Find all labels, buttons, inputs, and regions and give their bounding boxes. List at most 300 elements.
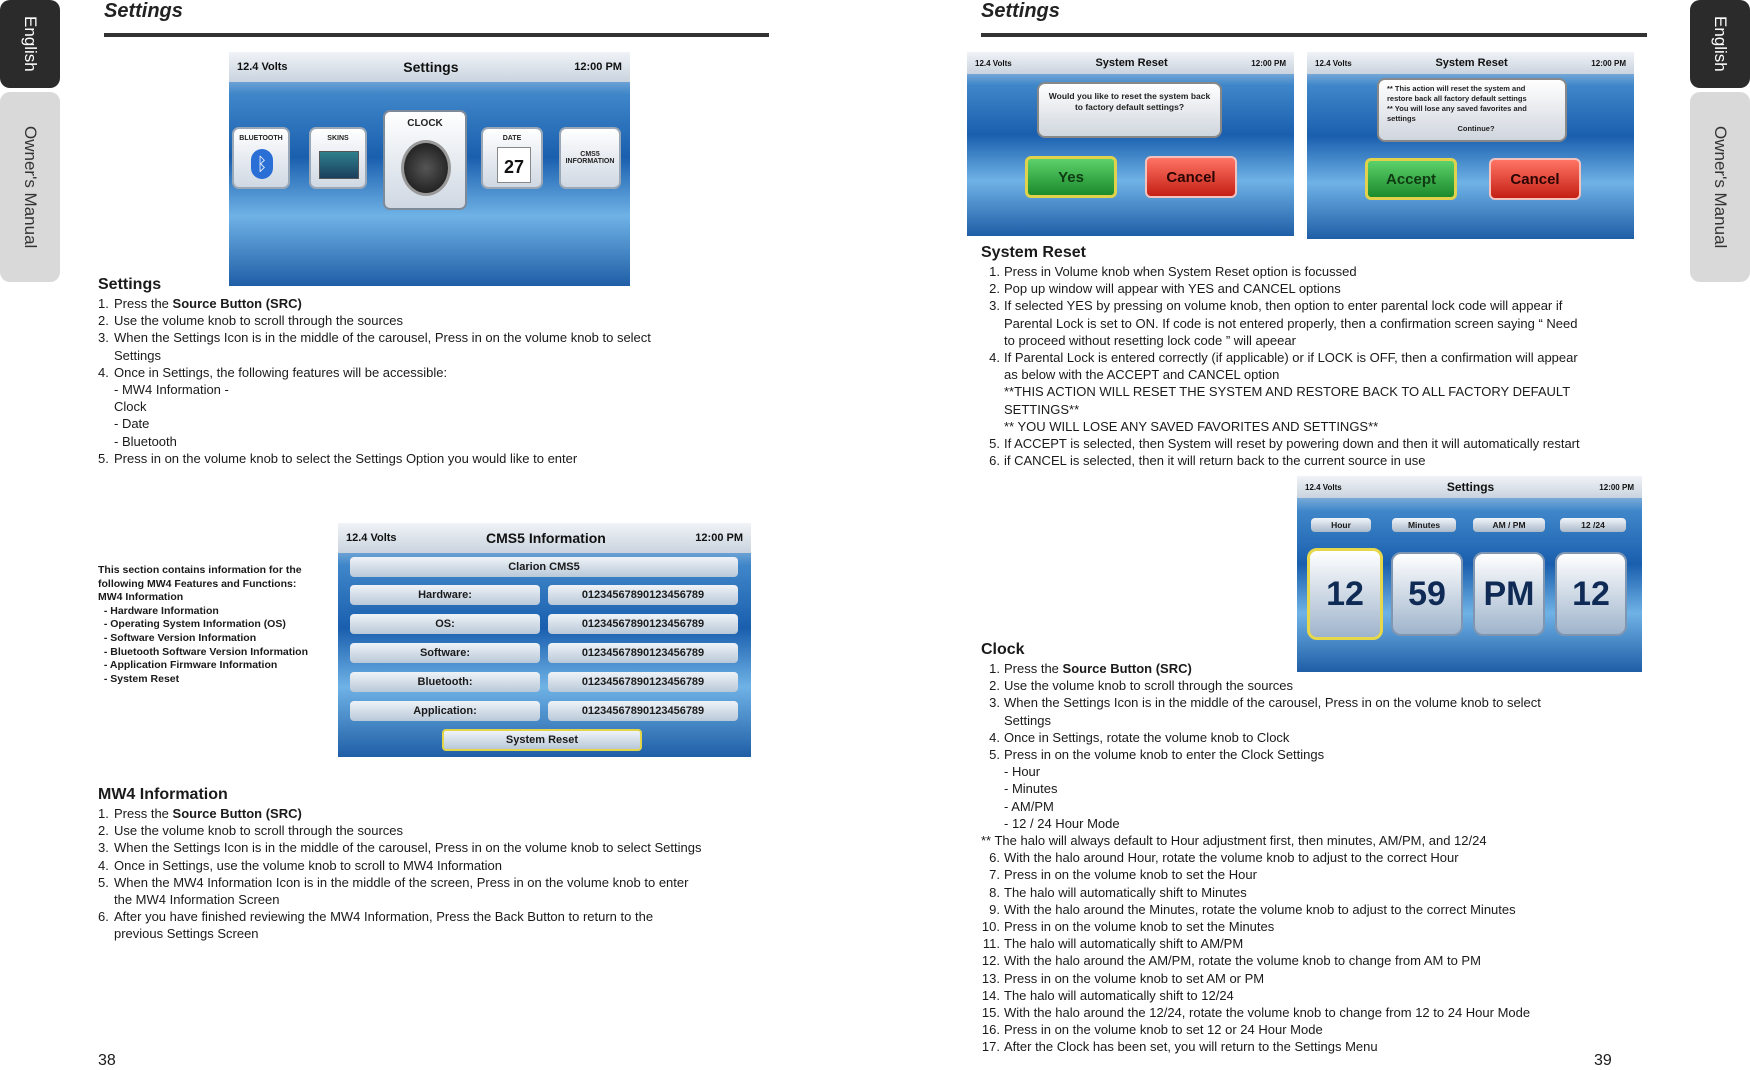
os-label: OS: [350,614,540,634]
step-number: 1. [989,264,1000,279]
application-label: Application: [350,701,540,721]
title-rule-right [981,33,1647,37]
step-text-part: Pop up window will appear with YES and CANCEL options [1004,281,1341,297]
step-text [1004,677,1293,694]
step-text-bold: Source Button (SRC) [172,296,302,311]
settings-steps [98,295,738,467]
step-text [114,822,403,839]
cms5-information-tile[interactable] [559,127,621,189]
system-reset-confirm-screen [967,52,1294,236]
list-item [98,381,738,398]
note-line: MW4 Information [98,591,184,604]
list-item [981,1038,1661,1055]
step-text [114,329,651,346]
step-text-part: Clock [114,399,147,415]
step-text [114,908,653,925]
system-reset-accept-screen [1307,52,1634,239]
tile-label: CLOCK [407,118,443,129]
system-reset-steps [981,263,1641,469]
step-text [1004,712,1051,729]
step-text-part: - Minutes [1004,781,1058,797]
step-text-part: Press in on the volume knob to set the Hour [1004,867,1257,883]
step-text [1004,349,1578,366]
list-item [98,295,738,312]
step-number: 6. [989,453,1000,469]
step-number: 4. [989,729,1000,745]
step-text [1004,452,1425,469]
step-number [981,401,1004,418]
step-text [114,347,161,364]
screen-title: CMS5 Information [486,530,606,546]
step-number: 17. [981,1039,1000,1055]
list-item [981,798,1661,815]
list-item [98,433,738,450]
cms5-information-screen [338,523,751,757]
tab-english-right: English [1690,0,1750,88]
os-value: 01234567890123456789 [548,614,738,634]
list-item [981,712,1661,729]
list-item [981,746,1661,763]
step-text [1004,263,1357,280]
step-text [1004,1038,1378,1055]
list-item [981,435,1641,452]
step-text-part: With the halo around the Minutes, rotate the volume knob to adjust to the correct Minutes [1004,901,1516,917]
step-text-part: **THIS ACTION WILL RESET THE SYSTEM AND RESTORE BACK TO ALL FACTORY DEFAULT [1004,384,1571,400]
step-text-part: Press in on the volume knob to enter the Clock Settings [1004,747,1325,763]
step-text-part: to proceed without resetting lock code ” will apeear [1004,332,1296,348]
step-text [1004,729,1289,746]
time-readout: 12:00 PM [1251,58,1286,68]
step-text [1004,435,1580,452]
list-item [98,891,768,908]
ampm-tab[interactable]: AM / PM [1473,518,1545,532]
step-text [1004,280,1341,297]
list-item [981,763,1661,780]
title-rule-left [104,33,769,37]
step-number [981,763,1004,780]
step-text [1004,970,1264,987]
calendar-icon [497,147,531,183]
step-number [981,712,1004,729]
note-line: - System Reset [98,672,180,685]
mw4-features-note [98,564,326,686]
tile-label: DATE [502,135,522,142]
step-number [98,891,114,908]
list-item [98,822,768,839]
step-text-part: Parental Lock is set to ON. If code is not entered properly, then a confirmation screen saying “ Need [1004,315,1578,331]
step-number: 2. [98,313,109,329]
step-text [1004,884,1247,901]
step-number: 5. [98,874,109,890]
step-text [1004,383,1570,400]
step-text-part: The halo will automatically shift to Minutes [1004,884,1247,900]
step-text-part: ** YOU WILL LOSE ANY SAVED FAVORITES AND SETTINGS** [1004,418,1379,434]
skins-tile[interactable] [309,127,367,189]
clock-steps [981,660,1661,1056]
step-text [1004,798,1054,815]
step-number: 10. [981,919,1000,935]
step-number: 1. [98,296,109,311]
mw4-steps [98,805,768,943]
step-text [1004,849,1459,866]
note-line: - Operating System Information (OS) [98,618,286,631]
list-item [98,364,738,381]
step-text [1004,952,1481,969]
settings-carousel-screen [229,52,630,286]
volts-readout: 12.4 Volts [1315,58,1352,68]
step-text [1004,660,1192,677]
step-text-part: Once in Settings, the following features will be accessible: [114,364,448,380]
step-number: 5. [989,436,1000,452]
step-number [98,381,114,398]
bluetooth-tile[interactable] [232,127,290,189]
screen-title: Settings [403,59,459,75]
list-item [981,849,1661,866]
yes-button[interactable]: Yes [1025,156,1117,198]
step-text-part: If selected YES by pressing on volume knob, then option to enter parental lock code will appear if [1004,298,1563,314]
step-number: 15. [981,1005,1000,1021]
list-item [98,925,768,942]
step-text-part: With the halo around the 12/24, rotate the volume knob to change from 12 to 24 Hour Mode [1004,1005,1531,1021]
step-text-part: Press in on the volume knob to set the Minutes [1004,919,1275,935]
step-text [114,857,502,874]
list-item [98,839,768,856]
step-text [1004,1021,1323,1038]
accept-button[interactable]: Accept [1365,158,1457,200]
list-item [981,952,1661,969]
step-text-part: When the MW4 Information Icon is in the middle of the screen, Press in on the volume knob to enter [114,874,689,890]
list-item [98,398,738,415]
step-text-part: - MW4 Information - [114,382,229,398]
dialog-line: Would you like to reset the system back [1048,91,1211,101]
date-day: 27 [503,157,525,177]
ampm-value[interactable]: PM [1473,552,1545,636]
step-number: 8. [989,884,1000,900]
list-item [981,1004,1661,1021]
system-reset-heading: System Reset [981,244,1086,261]
bluetooth-icon: ᛒ [251,149,273,179]
list-item [98,347,738,364]
list-item [98,874,768,891]
bluetooth-label: Bluetooth: [350,672,540,692]
step-text [1004,694,1541,711]
step-text-part: Settings [114,347,161,363]
step-number [98,347,114,364]
step-text-part: After the Clock has been set, you will return to the Settings Menu [1004,1039,1378,1055]
step-number [98,925,114,942]
list-item [981,263,1641,280]
note-line: - Bluetooth Software Version Information [98,645,309,658]
list-item [981,366,1641,383]
step-number: 5. [989,747,1000,763]
step-text-part: When the Settings Icon is in the middle of the carousel, Press in on the volume knob to select [114,330,651,346]
step-text-part: if CANCEL is selected, then it will return back to the current source in use [1004,453,1426,469]
step-text [1004,780,1057,797]
step-number [98,433,114,450]
list-item [98,329,738,346]
step-text [1004,315,1578,332]
list-item [981,1021,1661,1038]
minutes-value[interactable]: 59 [1391,552,1463,636]
step-text [114,312,403,329]
step-number: 1. [98,806,109,821]
note-line: - Application Firmware Information [98,659,278,672]
list-item [981,884,1661,901]
list-item [981,332,1641,349]
step-text [1004,901,1516,918]
step-text-part: With the halo around the AM/PM, rotate the volume knob to change from AM to PM [1004,953,1481,969]
list-item [98,805,768,822]
step-text [1004,763,1040,780]
dialog-line: Continue? [1457,124,1495,133]
software-label: Software: [350,643,540,663]
list-item [981,418,1641,435]
settings-heading: Settings [98,276,162,293]
clock-settings-screen [1297,476,1642,672]
step-number: 2. [989,678,1000,694]
step-text-part: If Parental Lock is entered correctly (if applicable) or if LOCK is OFF, then a confirmation will appear [1004,350,1578,366]
step-text-part: - Date [114,416,150,432]
step-text-part: - Hour [1004,764,1041,780]
step-number [981,383,1004,400]
step-number: 2. [989,281,1000,297]
step-text [1004,366,1279,383]
step-number: 13. [981,970,1000,986]
step-number [981,815,1004,832]
volts-readout: 12.4 Volts [346,532,397,544]
step-text-part: Once in Settings, use the volume knob to scroll to MW4 Information [114,857,503,873]
list-item [98,857,768,874]
step-number: 12. [981,953,1000,969]
step-text-bold: Source Button (SRC) [1062,661,1192,676]
step-number: 4. [989,350,1000,366]
screen-header [229,52,630,82]
step-number: 3. [989,695,1000,711]
step-number: 11. [982,936,1000,952]
list-item [981,815,1661,832]
hour-mode-tab[interactable]: 12 /24 [1560,518,1626,532]
list-item [981,660,1661,677]
mw4-heading: MW4 Information [98,786,228,803]
screen-header [1307,52,1634,74]
cancel-button[interactable]: Cancel [1145,156,1237,198]
step-number: 3. [989,298,1000,314]
step-text-part: Use the volume knob to scroll through the sources [114,313,404,329]
step-text [1004,418,1378,435]
step-text [114,805,302,822]
step-text-part: If ACCEPT is selected, then System will reset by powering down and then it will automatically restart [1004,436,1580,452]
step-text [1004,935,1243,952]
step-text [114,398,147,415]
step-text-part: Press in on the volume knob to select the Settings Option you would like to enter [114,450,578,466]
screen-header [1297,476,1642,498]
step-text-part: Press the [114,806,173,821]
step-text-part: When the Settings Icon is in the middle of the carousel, Press in on the volume knob to select Settings [114,840,702,856]
dialog-line: ** You will lose any saved favorites and [1387,104,1527,113]
step-text [1004,918,1274,935]
tab-owners-manual-left: Owner's Manual [0,92,60,282]
step-number [981,332,1004,349]
list-item [981,315,1641,332]
step-number: 14. [981,987,1000,1003]
step-text [114,381,229,398]
step-text [114,364,447,381]
tile-label: SKINS [327,135,349,142]
dialog-line: to factory default settings? [1074,102,1185,112]
step-number [981,366,1004,383]
step-text [1004,332,1296,349]
list-item [981,694,1661,711]
step-text [1004,815,1120,832]
cms5-header-row: Clarion CMS5 [350,557,738,577]
page-number-right: 39 [1594,1052,1612,1069]
step-number: 16. [981,1022,1000,1038]
step-number: 4. [98,857,109,873]
list-item [981,901,1661,918]
page-title-left: Settings [104,0,183,22]
step-number: 7. [989,867,1000,883]
clock-heading: Clock [981,641,1025,658]
step-text [114,433,177,450]
list-item [98,908,768,925]
list-item [981,297,1641,314]
step-text-part: Settings [1004,712,1051,728]
minutes-tab[interactable]: Minutes [1392,518,1456,532]
step-text-part: With the halo around Hour, rotate the volume knob to adjust to the correct Hour [1004,850,1459,866]
list-item [981,677,1661,694]
step-number: 9. [989,901,1000,917]
time-readout: 12:00 PM [574,61,622,73]
step-text [1004,866,1257,883]
time-readout: 12:00 PM [1591,58,1626,68]
tile-label: CMS5 INFORMATION [565,151,615,165]
step-text [114,839,702,856]
step-text [1004,401,1079,418]
skins-icon [319,151,359,179]
step-text-part: Press the [114,296,173,311]
step-text [114,415,149,432]
list-item [981,987,1661,1004]
step-text-part: as below with the ACCEPT and CANCEL option [1004,367,1280,383]
hour-mode-value[interactable]: 12 [1555,552,1627,636]
clock-icon [401,140,451,196]
hour-value[interactable]: 12 [1307,548,1383,640]
dialog-line: settings [1387,114,1416,123]
clock-tile[interactable] [383,110,467,210]
list-item [981,866,1661,883]
step-number [981,798,1004,815]
step-text [114,925,259,942]
step-number [981,418,1004,435]
application-value: 01234567890123456789 [548,701,738,721]
step-text-part: Once in Settings, rotate the volume knob to Clock [1004,729,1290,745]
screen-title: Settings [1446,480,1495,494]
list-item [981,401,1641,418]
step-text-part: Use the volume knob to scroll through the sources [1004,678,1294,694]
step-text [1004,746,1324,763]
reset-warning-dialog [1377,78,1567,142]
step-text-part: After you have finished reviewing the MW4 Information, Press the Back Button to return to the [114,909,654,925]
cancel-button[interactable]: Cancel [1489,158,1581,200]
step-text [114,891,279,908]
list-item [98,450,738,467]
date-tile[interactable] [481,127,543,189]
halo-note: ** The halo will always default to Hour adjustment first, then minutes, AM/PM, and 12/24 [981,833,1487,849]
note-line: - Software Version Information [98,631,257,644]
system-reset-button[interactable]: System Reset [442,729,642,751]
list-item [981,452,1641,469]
step-number: 3. [98,840,109,856]
dialog-line: ** This action will reset the system and [1387,84,1526,93]
reset-question-dialog [1037,82,1222,138]
step-text-part: The halo will automatically shift to AM/PM [1004,936,1244,952]
step-text-part: Press the [1004,661,1063,676]
step-number: 3. [98,330,109,346]
step-text [114,450,577,467]
tab-english-left: English [0,0,60,88]
hardware-label: Hardware: [350,585,540,605]
list-item [981,780,1661,797]
step-text-part: - Bluetooth [114,433,177,449]
step-number: 4. [98,364,109,380]
step-number: 6. [989,850,1000,866]
step-number [981,315,1004,332]
software-value: 01234567890123456789 [548,643,738,663]
screen-header [967,52,1294,74]
step-text-part: - AM/PM [1004,798,1054,814]
step-number: 5. [98,450,109,466]
list-item [981,349,1641,366]
list-item [981,970,1661,987]
step-text-part: Use the volume knob to scroll through the sources [114,823,404,839]
screen-title: System Reset [1435,57,1508,69]
list-item [981,383,1641,400]
step-text-part: Press in Volume knob when System Reset option is focussed [1004,264,1357,279]
page-number-left: 38 [98,1052,116,1069]
step-number [98,415,114,432]
step-text-part: The halo will automatically shift to 12/24 [1004,987,1234,1003]
hour-tab[interactable]: Hour [1311,518,1371,532]
screen-header [338,523,751,553]
time-readout: 12:00 PM [1599,482,1634,492]
list-item [981,918,1661,935]
step-text-part: the MW4 Information Screen [114,892,280,908]
list-item [981,935,1661,952]
list-item [981,729,1661,746]
step-text [114,295,302,312]
volts-readout: 12.4 Volts [1305,482,1342,492]
step-text-part: previous Settings Screen [114,926,259,942]
volts-readout: 12.4 Volts [237,61,288,73]
step-text-part: When the Settings Icon is in the middle of the carousel, Press in on the volume knob to select [1004,695,1541,711]
bluetooth-value: 01234567890123456789 [548,672,738,692]
dialog-line: restore back all factory default settings [1387,94,1527,103]
note-line: This section contains information for the [98,564,302,576]
list-item [98,415,738,432]
step-number: 1. [989,661,1000,676]
step-text [1004,297,1562,314]
step-number [98,398,114,415]
step-text-bold: Source Button (SRC) [172,806,302,821]
step-text [1004,1004,1530,1021]
step-text-part: SETTINGS** [1004,401,1080,417]
step-text [114,874,688,891]
tile-label: BLUETOOTH [239,135,283,142]
volts-readout: 12.4 Volts [975,58,1012,68]
step-number: 2. [98,823,109,839]
list-item [98,312,738,329]
screen-title: System Reset [1095,57,1168,69]
